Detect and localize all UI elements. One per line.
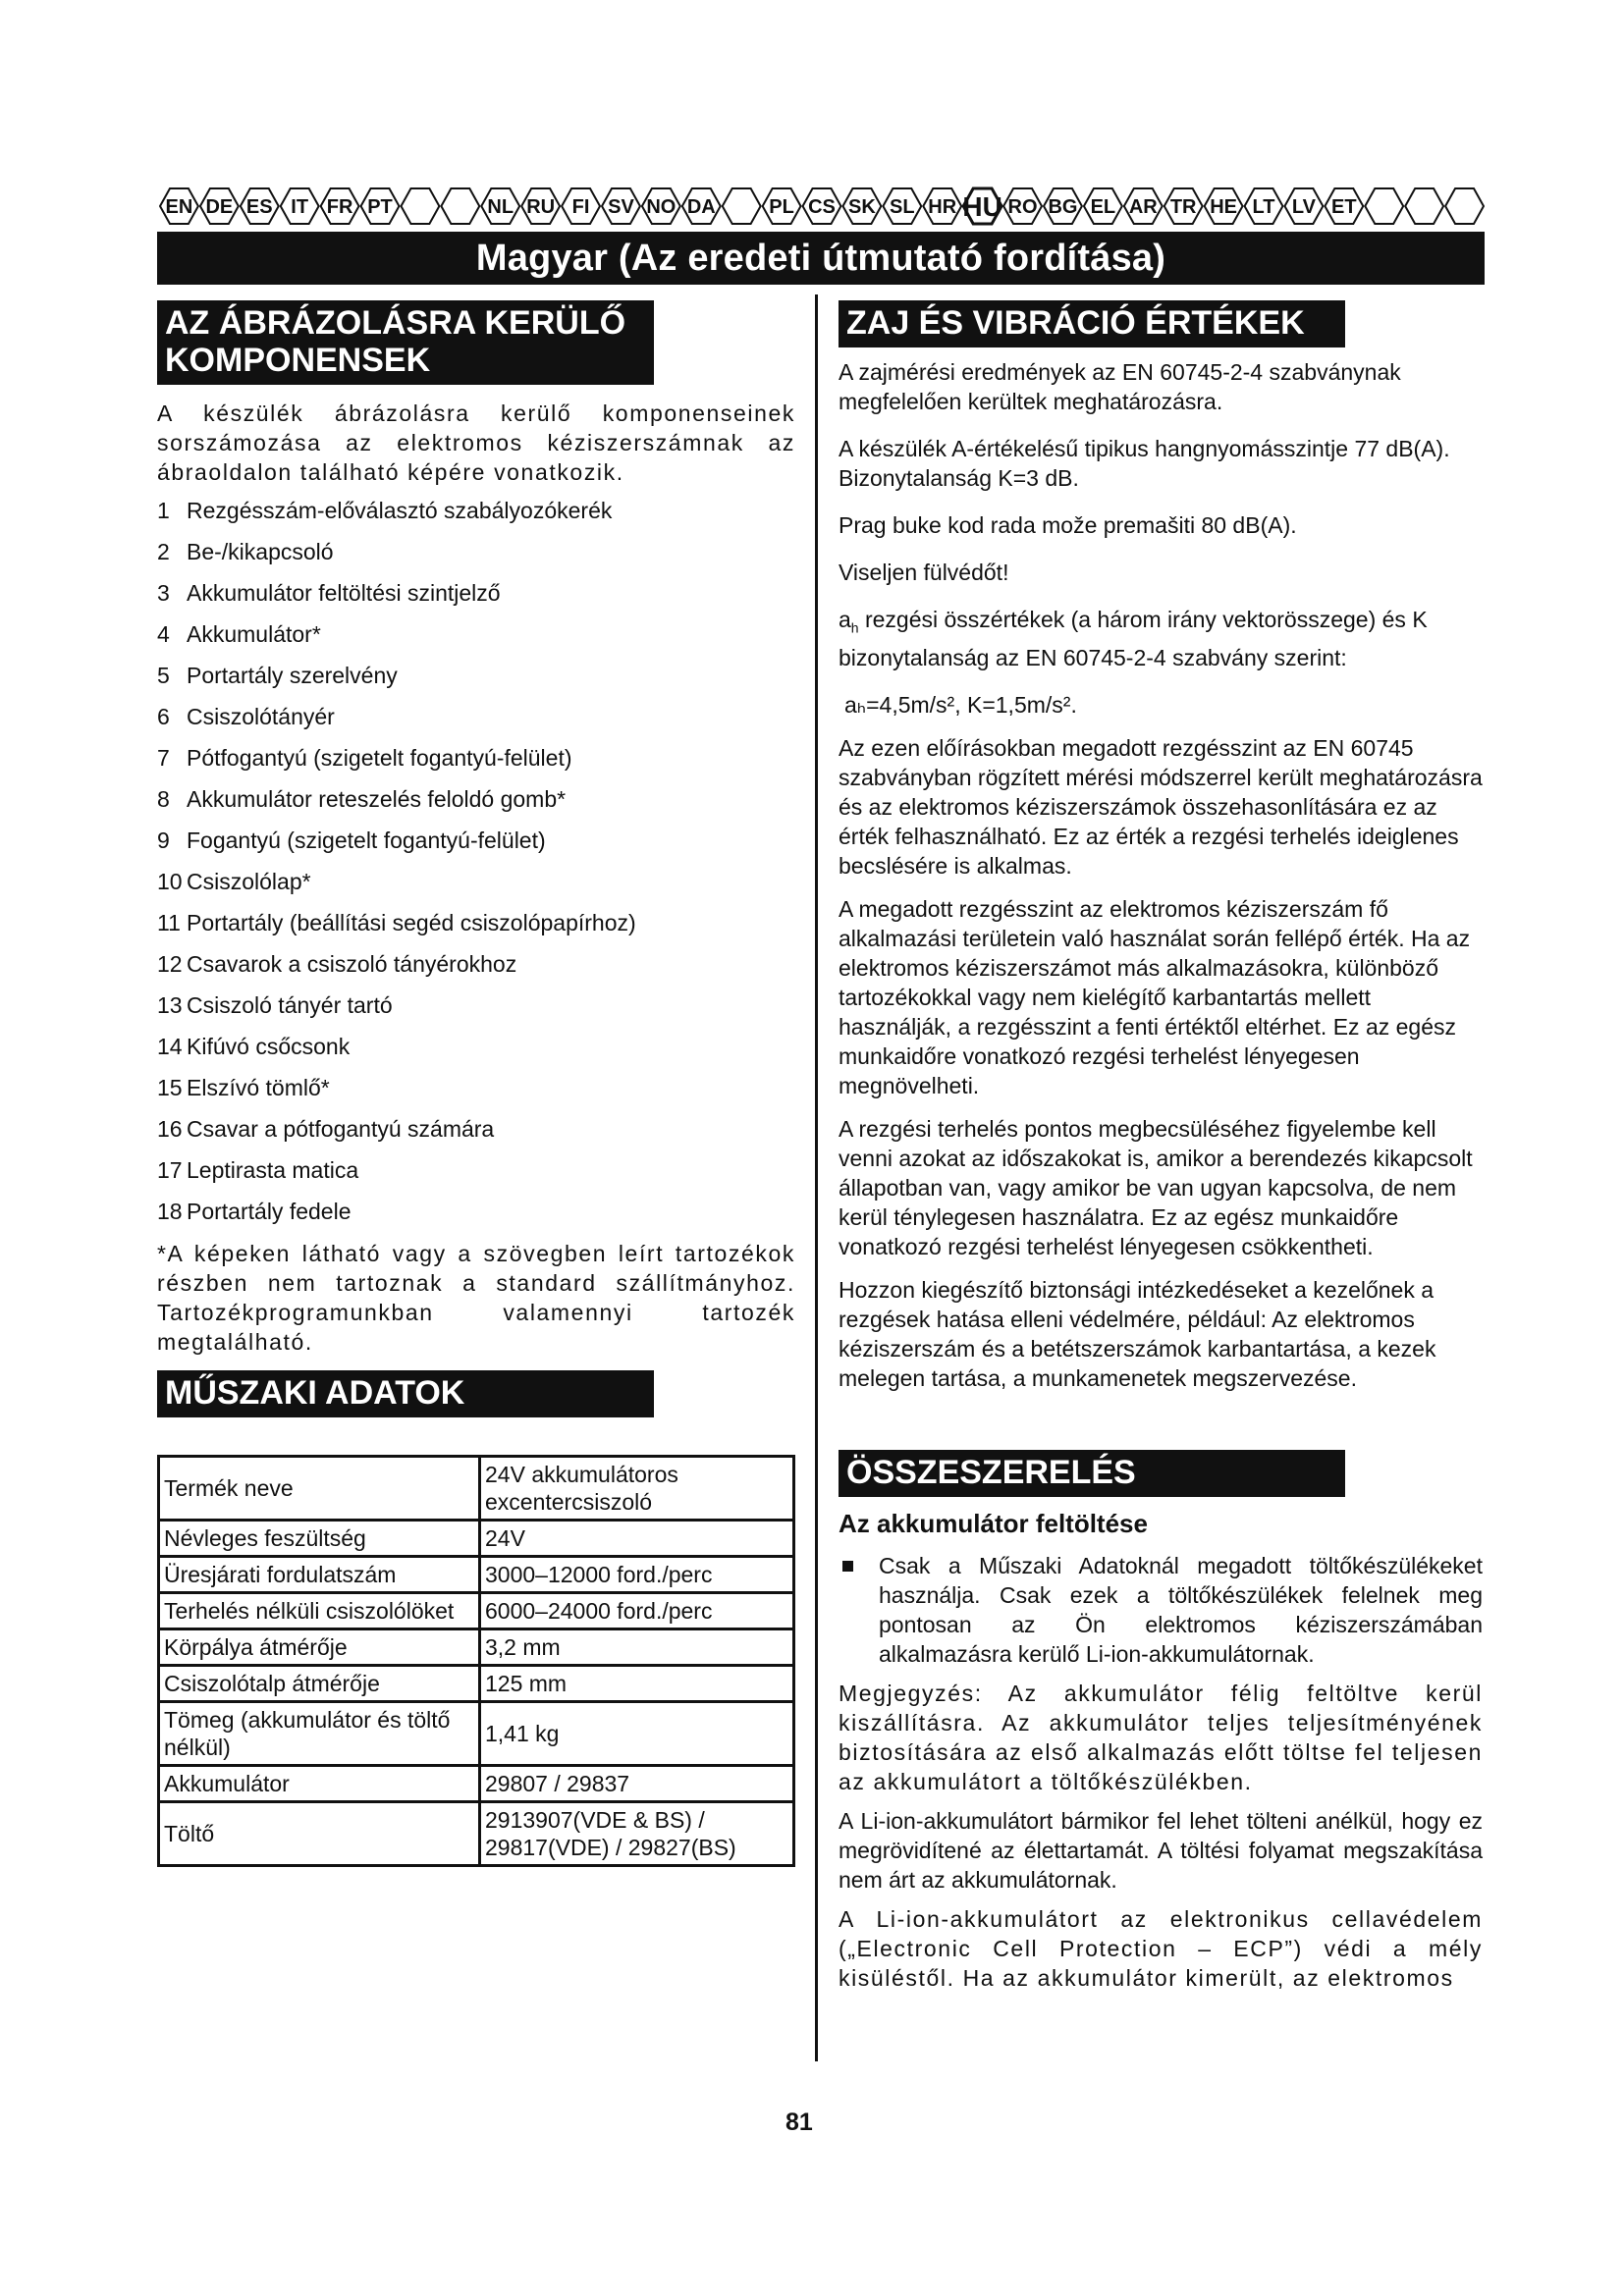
- language-tab-blank: [1405, 188, 1443, 224]
- language-code: PL: [769, 196, 794, 218]
- language-tab-fr: [321, 188, 359, 224]
- component-item: [157, 1198, 795, 1225]
- component-number: 16: [157, 1116, 183, 1142]
- language-code: HR: [928, 196, 957, 218]
- noise-paragraph-8: A rezgési terhelés pontos megbecsüléséhez figyelembe kell venni azokat az időszakokat is, amikor a berendezés kikapcsolt állapotban van, vagy amikor be van ugyan kapcsolva, de nem kerül ténylegesen használatra. Ez az egész munkaidőre vonatkozó rezgési terhelést lényegesen csökkentheti.: [839, 1115, 1473, 1259]
- spec-key: Üresjárati fordulatszám: [159, 1557, 480, 1593]
- charging-bullet: [839, 1551, 1483, 1669]
- noise-paragraph-4: Viseljen fülvédőt!: [839, 560, 1009, 585]
- component-label: Csiszolótányér: [187, 704, 335, 729]
- component-label: Portartály fedele: [187, 1199, 352, 1224]
- language-tab-ru: [521, 188, 560, 224]
- language-tab-blank: [401, 188, 439, 224]
- table-row: [159, 1629, 794, 1666]
- component-item: [157, 1074, 795, 1101]
- component-label: Portartály (beállítási segéd csiszolópapírhoz): [187, 910, 636, 935]
- page-title: Magyar (Az eredeti útmutató fordítása): [475, 237, 1166, 279]
- table-row: [159, 1521, 794, 1557]
- component-item: [157, 1156, 795, 1184]
- language-code: LT: [1252, 196, 1275, 218]
- component-label: Akkumulátor reteszelés feloldó gomb*: [187, 786, 567, 812]
- charging-note-2: A Li-ion-akkumulátort bármikor fel lehet tölteni anélkül, hogy ez megrövidítené az élettartamát. A töltési folyamat megszakítása nem árt az akkumulátornak.: [839, 1807, 1483, 1893]
- language-tab-tr: [1164, 188, 1203, 224]
- spec-key: Akkumulátor: [159, 1766, 480, 1802]
- component-number: 7: [157, 745, 170, 771]
- language-tab-et: [1325, 188, 1363, 224]
- language-tab-sl: [883, 188, 921, 224]
- component-number: 17: [157, 1157, 183, 1183]
- language-code: LV: [1291, 196, 1316, 218]
- charging-bullet-text: Csak a Műszaki Adatoknál megadott töltőkészülékeket használja. Csak ezek a töltőkészülékek felelnek meg pontosan az Ön elektromos kéziszerszámában alkalmazásra kerülő Li-ion-akkumulátornak.: [879, 1552, 1483, 1667]
- table-row: [159, 1457, 794, 1521]
- language-tab-lt: [1245, 188, 1283, 224]
- charging-subheading: Az akkumulátor feltöltése: [839, 1508, 1148, 1538]
- language-code: ES: [245, 196, 273, 218]
- component-label: Be-/kikapcsoló: [187, 539, 334, 564]
- component-number: 12: [157, 951, 183, 977]
- language-code: RO: [1007, 196, 1038, 218]
- component-label: Akkumulátor*: [187, 621, 321, 647]
- language-tab-pt: [361, 188, 400, 224]
- language-code: SL: [890, 196, 915, 218]
- component-number: 10: [157, 869, 183, 894]
- language-code: IT: [291, 196, 309, 218]
- language-tab-ro: [1003, 188, 1042, 224]
- table-row: [159, 1593, 794, 1629]
- language-tab-de: [200, 188, 239, 224]
- language-tab-blank: [1365, 188, 1403, 224]
- table-row: [159, 1557, 794, 1593]
- left-column: [157, 294, 795, 1867]
- component-number: 15: [157, 1075, 183, 1100]
- language-tab-ar: [1124, 188, 1163, 224]
- component-item: [157, 1033, 795, 1060]
- component-number: 2: [157, 539, 170, 564]
- language-code: EN: [165, 196, 193, 218]
- language-code: SV: [608, 196, 634, 218]
- right-column: [839, 294, 1483, 1993]
- language-code: PT: [367, 196, 393, 218]
- tech-data-heading: MŰSZAKI ADATOK: [157, 1370, 654, 1417]
- component-label: Portartály szerelvény: [187, 663, 398, 688]
- language-tab-hu: [962, 188, 1001, 224]
- component-item: [157, 662, 795, 689]
- component-number: 13: [157, 992, 183, 1018]
- component-label: Leptirasta matica: [187, 1157, 359, 1183]
- noise-paragraph-6: Az ezen előírásokban megadott rezgésszint az EN 60745 szabványban rögzített mérési módszerrel került meghatározásra és az elektromos kéziszerszámok összehasonlítására ez az érték felhasználható. Ez az érték a rezgési terhelés ideiglenes becslésére is alkalmas.: [839, 734, 1483, 879]
- component-item: [157, 909, 795, 936]
- language-tab-blank: [441, 188, 479, 224]
- spec-value: 6000–24000 ford./perc: [480, 1593, 794, 1629]
- component-label: Csiszolólap*: [187, 869, 311, 894]
- spec-key: Körpálya átmérője: [159, 1629, 480, 1666]
- language-code: TR: [1169, 196, 1197, 218]
- language-code: DA: [686, 196, 716, 218]
- spec-value: 24V akkumulátoros excentercsiszoló: [480, 1457, 794, 1521]
- spec-value: 29807 / 29837: [480, 1766, 794, 1802]
- spec-value: 1,41 kg: [480, 1702, 794, 1766]
- vibration-text: rezgési összértékek (a három irány vektorösszege) és K bizonytalanság az EN 60745-2-4 szabvány szerint:: [839, 607, 1428, 670]
- component-number: 3: [157, 580, 170, 606]
- language-code: ET: [1331, 196, 1357, 218]
- language-tab-no: [642, 188, 680, 224]
- component-number: 8: [157, 786, 170, 812]
- component-label: Csiszoló tányér tartó: [187, 992, 393, 1018]
- language-tab-da: [682, 188, 721, 224]
- component-item: [157, 827, 795, 854]
- language-tab-sk: [842, 188, 881, 224]
- component-label: Pótfogantyú (szigetelt fogantyú-felület): [187, 745, 572, 771]
- language-tab-blank: [723, 188, 761, 224]
- component-number: 4: [157, 621, 170, 647]
- component-item: [157, 744, 795, 772]
- language-tab-nl: [481, 188, 519, 224]
- noise-paragraph-3: Prag buke kod rada može premašiti 80 dB(A).: [839, 512, 1297, 538]
- component-number: 18: [157, 1199, 183, 1224]
- component-label: Csavarok a csiszoló tányérokhoz: [187, 951, 517, 977]
- table-row: [159, 1702, 794, 1766]
- spec-key: Terhelés nélküli csiszolólöket: [159, 1593, 480, 1629]
- component-label: Csavar a pótfogantyú számára: [187, 1116, 495, 1142]
- noise-paragraph-5: [839, 605, 1483, 672]
- table-row: [159, 1766, 794, 1802]
- language-code: FI: [571, 196, 590, 218]
- vibration-symbol-sub: h: [850, 619, 859, 636]
- language-tab-pl: [763, 188, 801, 224]
- spec-key: Tömeg (akkumulátor és töltő nélkül): [159, 1702, 480, 1766]
- component-number: 9: [157, 828, 170, 853]
- component-label: Rezgésszám-előválasztó szabályozókerék: [187, 498, 613, 523]
- noise-paragraph-9: Hozzon kiegészítő biztonsági intézkedéseket a kezelőnek a rezgések hatása elleni védelmére, például: Az elektromos kéziszerszám és a betétszerszámok karbantartása, a kezek melegen tartása, a munkamenetek megszervezése.: [839, 1276, 1436, 1391]
- component-label: Kifúvó csőcsonk: [187, 1034, 351, 1059]
- language-tab-he: [1205, 188, 1243, 224]
- component-item: [157, 497, 795, 524]
- component-item: [157, 991, 795, 1019]
- component-item: [157, 620, 795, 648]
- spec-key: Töltő: [159, 1802, 480, 1866]
- language-code: EL: [1090, 196, 1116, 218]
- table-row: [159, 1666, 794, 1702]
- language-tab-fi: [562, 188, 600, 224]
- spec-value: 3,2 mm: [480, 1629, 794, 1666]
- noise-paragraph-7: A megadott rezgésszint az elektromos kéziszerszám fő alkalmazási területein való használat során fellépő érték. Ha az elektromos kéziszerszámot más alkalmazásokra, különböző tartozékokkal vagy nem kielégítő karbantartás mellett használják, a rezgésszint a fenti értéktől eltérhet. Ez az egész munkaidőre vonatkozó rezgési terhelést lényegesen megnövelheti.: [839, 895, 1471, 1098]
- component-label: Akkumulátor feltöltési szintjelző: [187, 580, 501, 606]
- language-code: SK: [848, 196, 876, 218]
- components-intro: A készülék ábrázolásra kerülő komponenseinek sorszámozása az elektromos kéziszerszámnak az ábraoldalon található képére vonatkozik.: [157, 400, 795, 485]
- spec-key: Termék neve: [159, 1457, 480, 1521]
- component-number: 14: [157, 1034, 183, 1059]
- component-item: [157, 1115, 795, 1143]
- component-item: [157, 950, 795, 978]
- language-code: HE: [1210, 196, 1237, 218]
- assembly-heading: ÖSSZESZERELÉS: [839, 1450, 1345, 1497]
- component-item: [157, 538, 795, 565]
- component-item: [157, 703, 795, 730]
- language-tab-sv: [602, 188, 640, 224]
- page-title-bar: [157, 232, 1485, 285]
- vibration-formula: aₕ=4,5m/s², K=1,5m/s².: [844, 691, 1077, 718]
- noise-vibration-heading: ZAJ ÉS VIBRÁCIÓ ÉRTÉKEK: [839, 300, 1345, 347]
- language-code: AR: [1128, 196, 1158, 218]
- component-label: Elszívó tömlő*: [187, 1075, 330, 1100]
- spec-key: Névleges feszültség: [159, 1521, 480, 1557]
- column-divider: [815, 294, 818, 2061]
- charging-note-1: Megjegyzés: Az akkumulátor félig feltöltve kerül kiszállításra. Az akkumulátor teljes teljesítményének biztosítására az első alkalmazás előtt töltse fel teljesen az akkumulátort a töltőkészülékben.: [839, 1680, 1483, 1794]
- language-tab-hr: [923, 188, 961, 224]
- language-code: CS: [808, 196, 836, 218]
- components-heading: AZ ÁBRÁZOLÁSRA KERÜLŐ KOMPONENSEK: [157, 300, 654, 385]
- language-tab-lv: [1284, 188, 1323, 224]
- component-number: 1: [157, 498, 170, 523]
- spec-key: Csiszolótalp átmérője: [159, 1666, 480, 1702]
- language-code: RU: [526, 196, 556, 218]
- charging-note-3: A Li-ion-akkumulátort az elektronikus cellavédelem („Electronic Cell Protection – ECP”) védi a mély kisüléstől. Ha az akkumulátor kimerült, az elektromos: [839, 1905, 1483, 1991]
- page-number: 81: [785, 2109, 813, 2136]
- tech-data-table: [157, 1455, 795, 1867]
- language-code: FR: [326, 196, 353, 218]
- language-tab-it: [281, 188, 319, 224]
- language-tab-strip: [159, 185, 1485, 228]
- spec-value: 2913907(VDE & BS) / 29817(VDE) / 29827(BS): [480, 1802, 794, 1866]
- language-code: DE: [205, 196, 234, 218]
- component-label: Fogantyú (szigetelt fogantyú-felület): [187, 828, 546, 853]
- component-number: 5: [157, 663, 170, 688]
- components-note: *A képeken látható vagy a szövegben leírt tartozékok részben nem tartoznak a standard szállítmányhoz. Tartozékprogramunkban valamennyi tartozék megtalálható.: [157, 1241, 795, 1355]
- component-item: [157, 785, 795, 813]
- language-tab-el: [1084, 188, 1122, 224]
- component-item: [157, 868, 795, 895]
- bullet-square-icon: [842, 1561, 853, 1572]
- vibration-symbol: a: [839, 607, 851, 632]
- language-tabs-graphic: [159, 185, 1485, 228]
- language-tab-blank: [1445, 188, 1484, 224]
- table-row: [159, 1802, 794, 1866]
- language-tab-en: [160, 188, 198, 224]
- language-code: HU: [962, 191, 1002, 222]
- language-tab-bg: [1044, 188, 1082, 224]
- language-tab-cs: [803, 188, 841, 224]
- language-code: NL: [487, 196, 514, 218]
- noise-paragraph-2: A készülék A-értékelésű tipikus hangnyomásszintje 77 dB(A). Bizonytalanság K=3 dB.: [839, 436, 1450, 491]
- noise-paragraph-1: A zajmérési eredmények az EN 60745-2-4 szabványnak megfelelően kerültek meghatározásra.: [839, 359, 1401, 414]
- spec-value: 125 mm: [480, 1666, 794, 1702]
- spec-value: 24V: [480, 1521, 794, 1557]
- component-item: [157, 579, 795, 607]
- spec-value: 3000–12000 ford./perc: [480, 1557, 794, 1593]
- language-code: BG: [1048, 196, 1078, 218]
- components-list: [157, 497, 795, 1225]
- language-tab-es: [241, 188, 279, 224]
- component-number: 11: [157, 910, 181, 935]
- language-code: NO: [646, 196, 677, 218]
- component-number: 6: [157, 704, 170, 729]
